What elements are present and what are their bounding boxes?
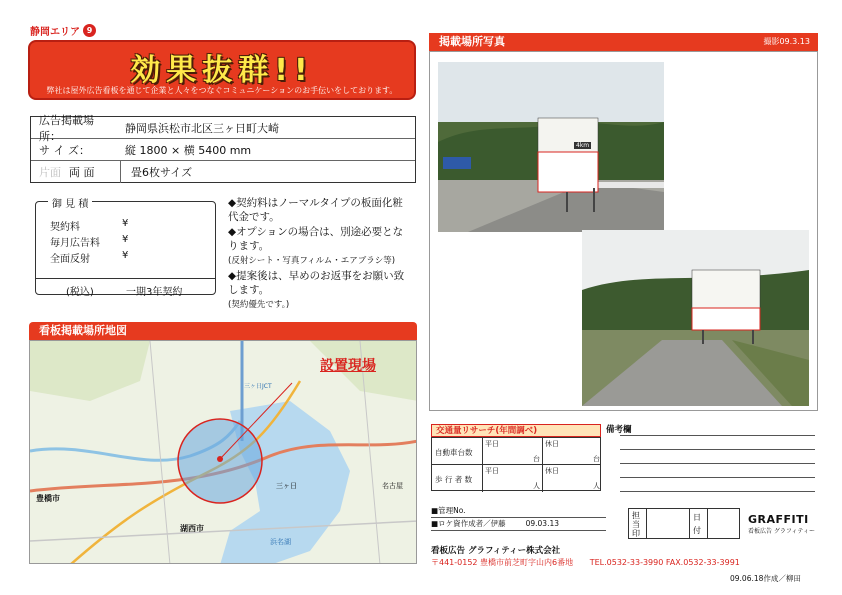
traffic-row-label: 自動車台数 (435, 448, 473, 457)
logo-subtext: 看板広告 グラフィティー (748, 528, 815, 535)
face-note: 畳6枚サイズ (131, 166, 193, 179)
estimate-title: 御 見 積 (48, 195, 92, 210)
info-row-face (31, 161, 415, 183)
traffic-cell (482, 438, 542, 465)
stamp-box (628, 508, 740, 539)
traffic-cell (482, 465, 542, 492)
location-label: 広告掲載場所： (39, 113, 94, 143)
company-contact (431, 557, 740, 568)
tax-label: (税込) (66, 287, 94, 298)
traffic-title: 交通量リサーチ(年間調べ) (431, 424, 601, 437)
management-number-line (431, 505, 606, 518)
traffic-cell (542, 438, 602, 465)
remarks-line (620, 435, 815, 436)
stamp-divider (646, 509, 647, 538)
site-label: 設置現場 (320, 358, 376, 374)
estimate-key: 契約料 (50, 222, 80, 233)
info-row-size (31, 139, 415, 161)
site-photo-2 (582, 230, 809, 406)
area-tag (30, 23, 96, 38)
remarks-title: 備考欄 (606, 425, 632, 435)
management-author: ■ロケ資作成者／伊藤 (431, 519, 506, 528)
traffic-cell-key: 休日 (545, 467, 559, 475)
map-place-expressway: 三ヶ日JCT (244, 383, 272, 390)
traffic-row (432, 465, 600, 492)
note-3: ◆提案後は、早めのお返事をお願い致します。 (228, 270, 405, 296)
remarks-line (620, 491, 815, 492)
estimate-value: ¥ (122, 218, 129, 229)
traffic-row (432, 438, 600, 465)
estimate-row (50, 250, 190, 265)
remarks-line (620, 477, 815, 478)
traffic-table (431, 437, 601, 491)
stamp-divider (707, 509, 708, 538)
estimate-row (50, 234, 190, 249)
map-place-hamanako: 浜名湖 (270, 538, 291, 546)
estimate-row (50, 218, 190, 233)
estimate-tax-row (36, 278, 215, 298)
site-photo-1 (438, 62, 664, 232)
tagline: 弊社は屋外広告看板を通じて企業と人々をつなぐコミュニケーションのお手伝いをしております。 (46, 86, 398, 95)
company-name: 看板広告 グラフィティー株式会社 (431, 546, 561, 556)
logo-wordmark: GRAFFITI (748, 513, 809, 526)
face-single-label: 片面 (39, 166, 61, 179)
headline: 効果抜群!! (130, 53, 314, 88)
stamp-date-label: 日付 (693, 513, 701, 535)
traffic-cell-unit: 台 (593, 455, 600, 463)
traffic-cell-unit: 台 (533, 455, 540, 463)
map-place-nagoya: 名古屋 (382, 482, 403, 490)
traffic-cell-unit: 人 (593, 482, 600, 490)
remarks-line (620, 463, 815, 464)
location-map (29, 340, 417, 564)
traffic-cell-key: 平日 (485, 467, 499, 475)
management-number: ■管理No. (431, 506, 466, 515)
photo-sign-text: 4km (576, 142, 590, 149)
traffic-cell-unit: 人 (533, 482, 540, 490)
traffic-row-label: 歩 行 者 数 (435, 475, 473, 484)
face-double-label: 両 面 (65, 161, 121, 183)
map-place-mikkabi: 三ヶ日 (276, 482, 297, 490)
stamp-person-label: 担当印 (632, 511, 640, 538)
traffic-cell-key: 休日 (545, 440, 559, 448)
map-place-toyohashi: 豊橋市 (36, 494, 60, 503)
note-2-sub: (反射シート・写真フィルム・エアブラシ等) (228, 256, 396, 266)
remarks-box (606, 421, 820, 509)
company-address: 〒441-0152 豊橋市前芝町字山内6番地 (431, 558, 574, 567)
estimate-value: ¥ (122, 234, 129, 245)
area-number-badge: 9 (83, 24, 96, 37)
estimate-value: ¥ (122, 250, 129, 261)
management-author-line (431, 518, 606, 531)
map-section-header: 看板掲載場所地図 (29, 322, 417, 340)
photo-section-title: 掲載場所写真 (439, 35, 505, 48)
notes (228, 196, 413, 313)
note-1: ◆契約料はノーマルタイプの板面化粧代金です。 (228, 197, 403, 223)
area-label: 静岡エリア (30, 27, 80, 38)
management-info (431, 505, 606, 531)
note-2: ◆オプションの場合は、別途必要となります。 (228, 226, 404, 252)
location-value: 静岡県浜松市北区三ヶ日町大崎 (125, 121, 279, 135)
estimate-key: 毎月広告料 (50, 238, 100, 249)
traffic-research (431, 424, 601, 492)
estimate-box (35, 199, 216, 298)
billboard-info-table (30, 113, 416, 183)
headline-banner (28, 40, 416, 100)
contract-term: 一期3年契約 (126, 287, 183, 298)
company-phone: TEL.0532-33-3990 FAX.0532-33-3991 (589, 558, 740, 567)
map-place-kosai: 湖西市 (180, 524, 204, 533)
size-value: 縦 1800 × 横 5400 mm (125, 143, 252, 157)
company-logo (748, 513, 823, 535)
photo-date: 撮影09.3.13 (763, 37, 810, 46)
info-row-location (31, 113, 415, 143)
management-date: 09.03.13 (525, 519, 559, 528)
estimate-key: 全面反射 (50, 254, 90, 265)
size-label: サ イ ズ： (39, 143, 90, 157)
photo-section-header (429, 33, 818, 51)
photo-panel (429, 51, 818, 411)
stamp-divider (689, 509, 690, 538)
traffic-cell (542, 465, 602, 492)
footer-note: 09.06.18作成／柳田 (730, 574, 801, 583)
note-3-sub: (契約優先です。) (228, 300, 290, 310)
traffic-cell-key: 平日 (485, 440, 499, 448)
remarks-line (620, 449, 815, 450)
